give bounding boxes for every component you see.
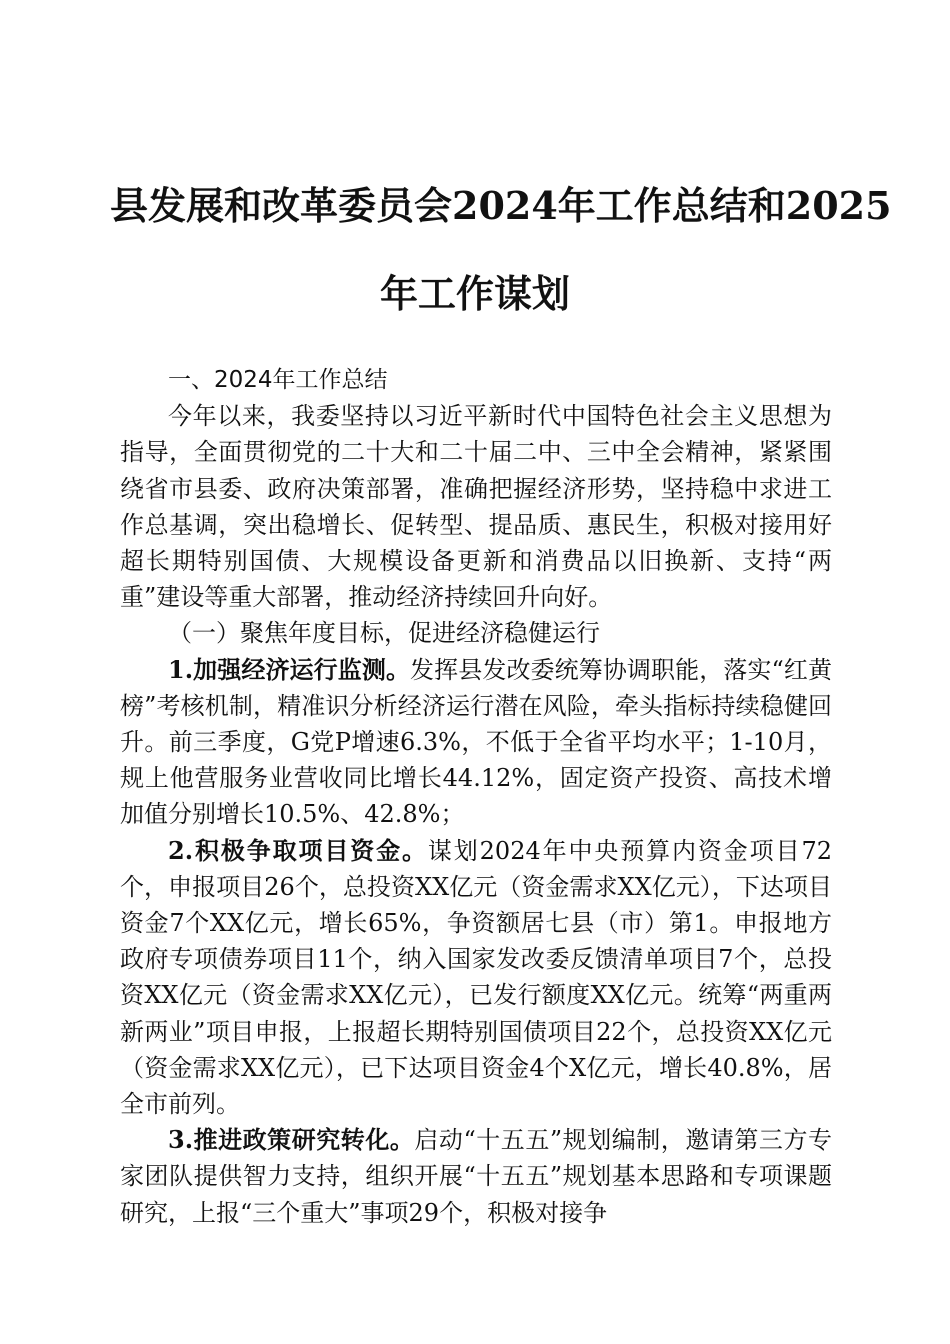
item-1-text: 发挥县发改委统筹协调职能，落实“红黄榜”考核机制，精准识分析经济运行潜在风险，牵头指标持续稳健回升。前三季度，G党P增速6.3%，不低于全省平均水平；1-10月，规上他营服务业营收同比增长44.12%，固定资产投资、高技术增加值分别增长10.5%、42.8%；: [120, 655, 832, 829]
item-2-lead: 2.积极争取项目资金。: [168, 835, 428, 865]
subsection-heading-1: （一）聚焦年度目标，促进经济稳健运行: [168, 619, 600, 648]
item-3-lead: 3.推进政策研究转化。: [168, 1125, 415, 1155]
section-heading-1: 一、2024年工作总结: [168, 367, 388, 393]
item-3-text: 启动“十五五”规划编制，邀请第三方专家团队提供智力支持，组织开展“十五五”规划基本思路和专项课题研究，上报“三个重大”事项29个，积极对接争: [120, 1126, 832, 1227]
item-1-paragraph: [120, 652, 832, 833]
item-1-lead: 1.加强经济运行监测。: [168, 654, 411, 684]
document-title: [110, 162, 892, 338]
item-3-paragraph: [120, 1122, 832, 1231]
intro-paragraph: 今年以来，我委坚持以习近平新时代中国特色社会主义思想为指导，全面贯彻党的二十大和二十届二中、三中全会精神，紧紧围绕省市县委、政府决策部署，准确把握经济形势，坚持稳中求进工作总基调，突出稳增长、促转型、提品质、惠民生，积极对接用好超长期特别国债、大规模设备更新和消费品以旧换新、支持“两重”建设等重大部署，推动经济持续回升向好。: [120, 402, 832, 612]
title-line-2: 年工作谋划: [379, 271, 570, 316]
title-line-1: 县发展和改革委员会2024年工作总结和2025: [110, 183, 892, 228]
item-2-text: 谋划2024年中央预算内资金项目72个，申报项目26个，总投资XX亿元（资金需求XX亿元），下达项目资金7个XX亿元，增长65%，争资额居七县（市）第1。申报地方政府专项债券项目11个，纳入国家发改委反馈清单项目7个，总投资XX亿元（资金需求XX亿元），已发行额度XX亿元。统筹“两重两新两业”项目申报，上报超长期特别国债项目22个，总投资XX亿元（资金需求XX亿元），已下达项目资金4个X亿元，增长40.8%，居全市前列。: [120, 836, 832, 1119]
document-body: [120, 362, 832, 1231]
item-2-paragraph: [120, 833, 832, 1123]
